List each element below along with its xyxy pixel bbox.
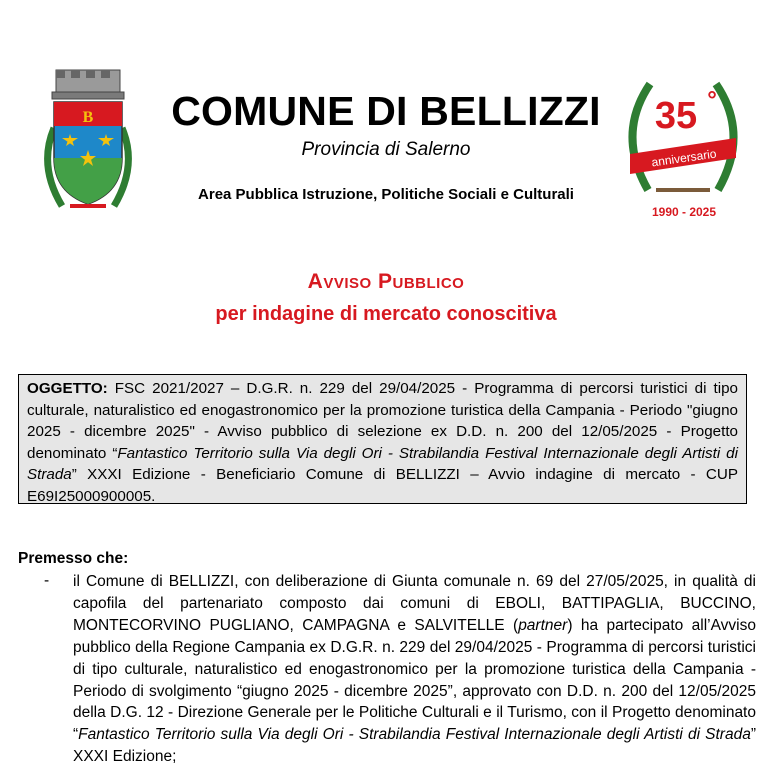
subject-box	[18, 374, 747, 504]
subject-label: OGGETTO:	[27, 380, 108, 397]
premise-heading: Premesso che:	[18, 550, 129, 567]
notice-title: Avviso Pubblico	[307, 270, 465, 293]
anniversary-badge	[618, 74, 748, 224]
notice-subtitle: per indagine di mercato conoscitiva	[215, 303, 557, 325]
bullet-marker: -	[44, 572, 50, 589]
anniversary-label: anniversario	[650, 146, 718, 170]
anniversary-number: 35	[654, 95, 698, 137]
subject-project-name: Fantastico Territorio sulla Via degli Ori - Strabilandia Festival Internazionale degli Artisti di Strada	[27, 444, 738, 484]
bullet-partner: partner	[518, 616, 568, 634]
bullet-text-end: ” XXXI Edizione;	[73, 726, 756, 766]
anniversary-degree: °	[707, 87, 717, 114]
anniversary-years: 1990 - 2025	[651, 205, 717, 219]
bullet-project-name: Fantastico Territorio sulla Via degli Ori - Strabilandia Festival Internazionale degli Artisti di Strada	[78, 726, 751, 744]
bullet-text-mid: ) ha partecipato all’Avviso pubblico della Regione Campania ex D.G.R. n. 229 del 29/04/2025 - Programma di percorsi turistici di tipo culturale, naturalistico ed enogastronomico per la promozione turistica della Campania - Periodo di svolgimento “giugno 2025 - dicembre 2025”, approvato con D.D. n. 200 del 12/05/2025 della D.G. 12 - Direzione Generale per le Politiche Culturali e il Turismo, con il Progetto denominato “	[73, 616, 756, 744]
bullet-text: il Comune di BELLIZZI, con deliberazione di Giunta comunale n. 69 del 27/05/2025, in qualità di capofila del partenariato composto dai comuni di EBOLI, BATTIPAGLIA, BUCCINO, MONTECORVINO PUGLIANO, CAMPAGNA e SALVITELLE (	[73, 573, 756, 634]
subject-text: FSC 2021/2027 – D.G.R. n. 229 del 29/04/2025 - Programma di percorsi turistici di tipo culturale, naturalistico ed enogastronomico per la promozione turistica della Campania - Periodo "giugno 2025 - dicembre 2025" - Avviso pubblico di selezione ex D.D. n. 200 del 12/05/2025 - Progetto denominato “	[27, 380, 738, 462]
coat-letter: B	[82, 109, 94, 126]
municipality-title: COMUNE DI BELLIZZI	[171, 88, 601, 134]
department-label: Area Pubblica Istruzione, Politiche Sociali e Culturali	[198, 186, 574, 203]
list-item	[73, 571, 756, 768]
subject-text-end: ” XXXI Edizione - Beneficiario Comune di BELLIZZI – Avvio indagine di mercato - CUP E69I25000900005.	[27, 466, 738, 505]
province-label: Provincia di Salerno	[301, 139, 471, 160]
